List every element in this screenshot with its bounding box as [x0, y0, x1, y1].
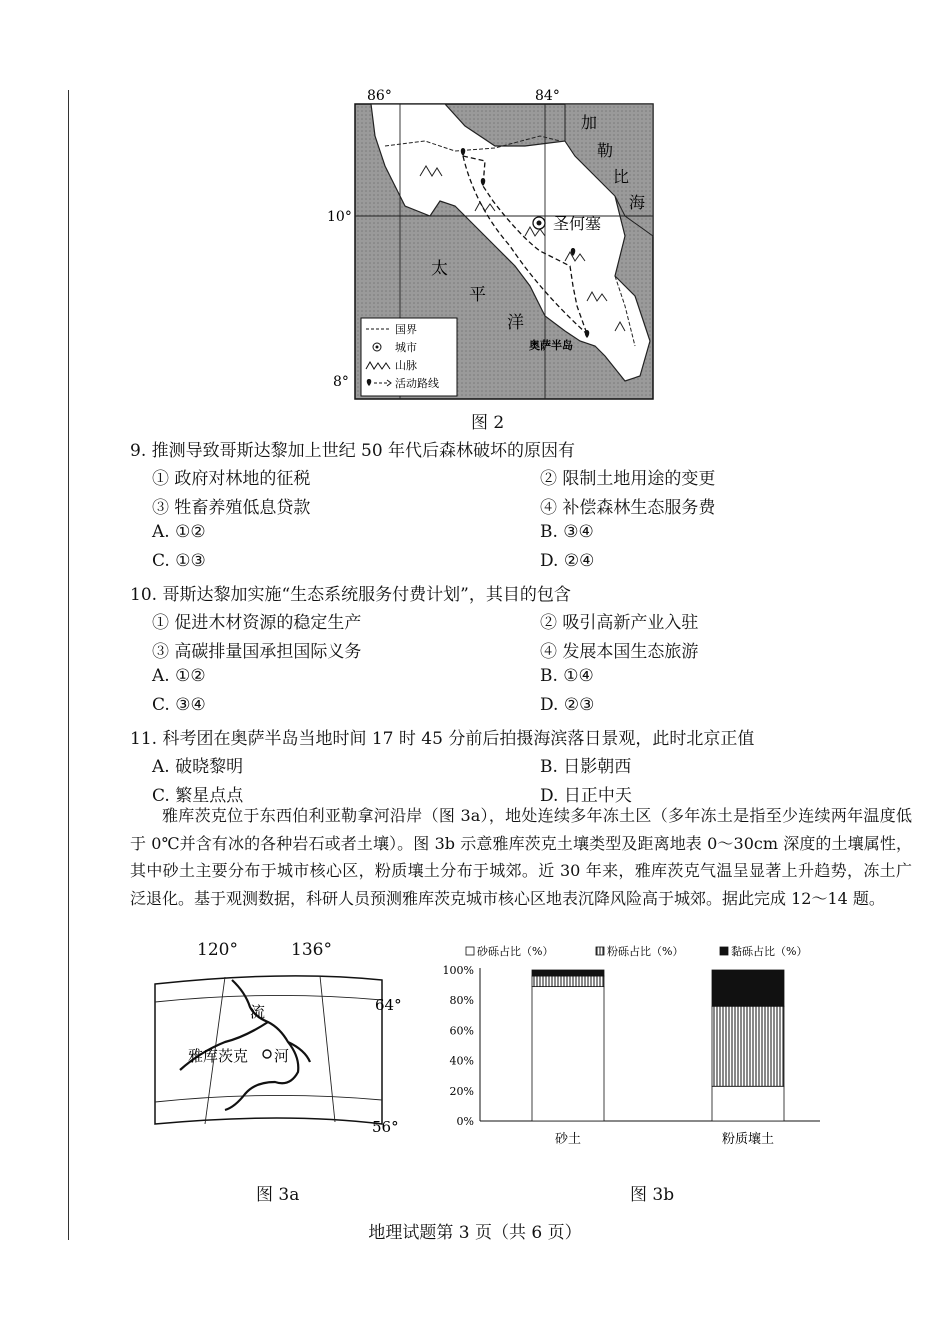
bar-segment: [712, 1086, 784, 1121]
x-category-label: 砂土: [554, 1132, 582, 1147]
q11-choice-a: A. 破晓黎明: [152, 757, 244, 777]
bar-segment: [532, 970, 604, 976]
q10-item-3: ③ 高碳排量国承担国际义务: [152, 642, 362, 662]
question-10-stem: 10. 哥斯达黎加实施“生态系统服务付费计划”，其目的包含: [130, 585, 571, 605]
y-tick-label: 100%: [442, 964, 474, 977]
q10-item-1: ① 促进木材资源的稳定生产: [152, 613, 362, 633]
river-char-1: 流: [250, 1003, 266, 1021]
q9-choice-c: C. ①③: [152, 551, 206, 571]
legend-mountain: 山脉: [395, 359, 417, 372]
figure-3a-map: [150, 962, 420, 1132]
river-char-2: 河: [274, 1047, 290, 1065]
lon-label-136: 136°: [291, 940, 332, 960]
figure-3a-caption: 图 3a: [256, 1185, 300, 1205]
legend-border: 国界: [395, 323, 417, 336]
parallel-64: [155, 995, 382, 1002]
x-category-label: 粉质壤土: [721, 1132, 775, 1147]
q9-item-3: ③ 牲畜养殖低息贷款: [152, 498, 311, 518]
legend-city: 城市: [395, 341, 417, 354]
figure-3b-caption: 图 3b: [630, 1185, 675, 1205]
lon-label-86: 86°: [367, 88, 392, 104]
legend-swatch: [720, 947, 728, 955]
sea-char-1: 加: [581, 113, 598, 132]
legend-entry: 黏砾占比（%）: [731, 945, 808, 958]
legend-entry: 粉砾占比（%）: [607, 945, 684, 958]
bar-segment: [712, 970, 784, 1006]
lat-label-10: 10°: [327, 209, 352, 225]
q10-item-4: ④ 发展本国生态旅游: [540, 642, 699, 662]
y-tick-label: 60%: [449, 1024, 474, 1038]
sea-char-4: 海: [629, 193, 646, 212]
yakutsk-city-icon: [263, 1050, 271, 1058]
legend-route: 活动路线: [395, 377, 439, 390]
yakutsk-label: 雅库茨克: [188, 1047, 249, 1065]
q11-choice-b: B. 日影朝西: [540, 757, 632, 777]
lena-river: [180, 980, 310, 1110]
q9-choice-a: A. ①②: [152, 522, 206, 542]
figure-3b-chart: [428, 940, 828, 1150]
lat-label-64: 64°: [375, 996, 402, 1014]
q10-choice-a: A. ①②: [152, 666, 206, 686]
figure-2-map: [325, 86, 655, 402]
y-tick-label: 20%: [449, 1084, 474, 1098]
q9-choice-b: B. ③④: [540, 522, 594, 542]
ocean-char-1: 太: [431, 259, 448, 279]
y-tick-label: 80%: [449, 994, 474, 1008]
bar-segment: [712, 1006, 784, 1086]
q9-choice-d: D. ②④: [540, 551, 595, 571]
legend-entry: 砂砾占比（%）: [477, 945, 554, 958]
sea-char-2: 勒: [597, 141, 614, 160]
legend-swatch: [466, 947, 474, 955]
ocean-char-3: 洋: [507, 313, 524, 333]
y-tick-label: 40%: [449, 1054, 474, 1068]
passage-12-14: 雅库茨克位于东西伯利亚勒拿河沿岸（图 3a），地处连续多年冻土区（多年冻土是指至少连续两年温度低于 0℃并含有冰的各种岩石或者土壤）。图 3b 示意雅库茨克土壤类型及距离地表 0～30cm 深度的土壤属性，其中砂土主要分布于城市核心区，粉质壤土分布于城郊。近 30 年来，雅库茨克气温呈显著上升趋势，冻土广泛退化。基于观测数据，科研人员预测雅库茨克城市核心区地表沉降风险高于城郊。据此完成 12～14 题。: [130, 806, 912, 908]
legend-swatch: [596, 947, 604, 955]
q9-item-2: ② 限制土地用途的变更: [540, 469, 716, 489]
bar-segment: [532, 987, 604, 1121]
q10-choice-c: C. ③④: [152, 695, 206, 715]
q10-choice-d: D. ②③: [540, 695, 595, 715]
q9-item-4: ④ 补偿森林生态服务费: [540, 498, 716, 518]
question-9-stem: 9. 推测导致哥斯达黎加上世纪 50 年代后森林破坏的原因有: [130, 441, 576, 461]
q10-choice-b: B. ①④: [540, 666, 594, 686]
y-tick-label: 0%: [456, 1115, 474, 1128]
parallel-56: [155, 1095, 382, 1102]
figure-2-caption: 图 2: [471, 413, 505, 433]
ocean-char-2: 平: [469, 285, 486, 305]
peninsula-label: 奥萨半岛: [529, 339, 573, 352]
q11-choice-d: D. 日正中天: [540, 786, 632, 806]
q11-choice-c: C. 繁星点点: [152, 786, 244, 806]
lon-label-84: 84°: [535, 88, 560, 104]
bar-segment: [532, 976, 604, 987]
margin-rule: [68, 90, 69, 1240]
map-legend: [361, 318, 457, 396]
question-11-stem: 11. 科考团在奥萨半岛当地时间 17 时 45 分前后拍摄海滨落日景观，此时北京正值: [130, 729, 755, 749]
page-footer: 地理试题第 3 页（共 6 页）: [368, 1223, 582, 1243]
lat-label-8: 8°: [333, 374, 349, 390]
meridian-136: [320, 976, 335, 1122]
q10-item-2: ② 吸引高新产业入驻: [540, 613, 699, 633]
lon-label-120: 120°: [197, 940, 238, 960]
sea-char-3: 比: [613, 167, 630, 186]
city-label: 圣何塞: [553, 214, 602, 233]
lat-label-56: 56°: [372, 1118, 399, 1132]
q9-item-1: ① 政府对林地的征税: [152, 469, 311, 489]
